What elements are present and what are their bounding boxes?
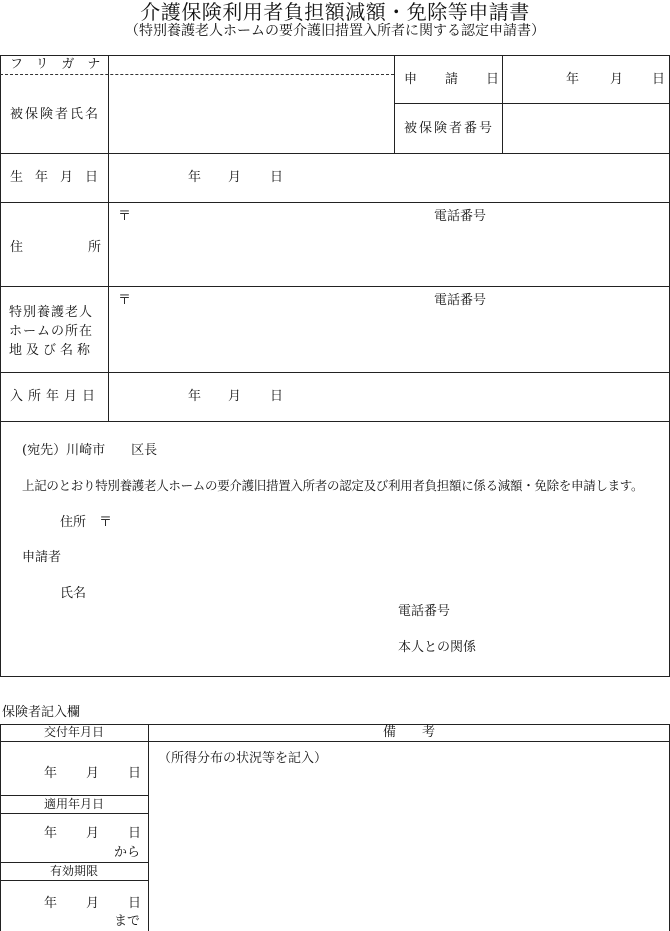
facility-label-line2: ホームの所在 <box>9 324 94 339</box>
birth-month: 月 <box>228 170 242 185</box>
apply-start-month: 月 <box>86 826 100 841</box>
divider <box>0 74 394 75</box>
apply-start-day: 日 <box>128 826 142 841</box>
divider <box>0 286 670 287</box>
birth-date-field[interactable] <box>110 155 668 200</box>
admission-date-label: 入所年月日 <box>10 389 101 404</box>
relation-input[interactable] <box>486 637 660 657</box>
form-subtitle: （特別養護老人ホームの要介護旧措置入所者に関する認定申請書） <box>125 23 545 39</box>
facility-label-line3: 地及び名称 <box>9 343 95 358</box>
issue-date-header: 交付年月日 <box>43 725 104 739</box>
issue-year: 年 <box>44 766 58 781</box>
admission-year: 年 <box>188 389 202 404</box>
divider <box>0 153 670 154</box>
facility-postal-mark: 〒 <box>118 293 132 308</box>
insured-number-input[interactable] <box>504 105 668 151</box>
divider <box>0 862 148 863</box>
insured-number-label: 被保険者番号 <box>404 121 495 136</box>
addressee: (宛先）川崎市 区長 <box>22 443 158 458</box>
admission-date-field[interactable] <box>110 374 668 419</box>
divider <box>394 103 670 104</box>
form-title: 介護保険利用者負担額減額・免除等申請書 <box>140 0 530 24</box>
issue-day: 日 <box>128 766 142 781</box>
apply-start-year: 年 <box>44 826 58 841</box>
from-label: から <box>114 845 141 860</box>
apply-date-label: 申請日 <box>404 72 528 87</box>
validity-day: 日 <box>128 896 142 911</box>
remarks-header: 備 考 <box>382 725 435 740</box>
apply-date-month: 月 <box>610 72 624 87</box>
facility-input[interactable] <box>110 288 668 370</box>
applicant-name-input[interactable] <box>100 583 380 603</box>
divider <box>0 795 148 796</box>
applicant-phone-input[interactable] <box>460 601 660 621</box>
admission-month: 月 <box>228 389 242 404</box>
applicant-phone-label: 電話番号 <box>398 604 451 619</box>
divider <box>0 813 148 814</box>
apply-date-year: 年 <box>566 72 580 87</box>
apply-date-day: 日 <box>652 72 666 87</box>
address-label-a: 住 <box>10 240 24 255</box>
phone-label: 電話番号 <box>434 209 487 224</box>
divider <box>108 55 109 421</box>
applicant-address-label: 住所 〒 <box>60 515 113 530</box>
issue-date-field[interactable] <box>2 743 146 793</box>
birth-year: 年 <box>188 170 202 185</box>
validity-field[interactable] <box>2 882 146 931</box>
applicant-address-input[interactable] <box>120 512 660 532</box>
facility-phone-label: 電話番号 <box>434 293 487 308</box>
admission-day: 日 <box>270 389 284 404</box>
applicant-name-label: 氏名 <box>60 586 87 601</box>
apply-start-field[interactable] <box>2 815 146 860</box>
divider <box>148 724 149 931</box>
divider <box>0 880 148 881</box>
divider <box>0 202 670 203</box>
until-label: まで <box>114 914 141 929</box>
divider <box>0 421 670 422</box>
furigana-label <box>10 57 114 73</box>
validity-year: 年 <box>44 896 58 911</box>
divider <box>0 372 670 373</box>
apply-start-header: 適用年月日 <box>43 797 104 811</box>
insured-name-label: 被保険者氏名 <box>10 107 101 122</box>
birth-day: 日 <box>270 170 284 185</box>
furigana-label-text: フリガナ <box>10 57 114 72</box>
birth-date-label: 生年月日 <box>10 170 111 185</box>
divider <box>0 741 670 742</box>
validity-month: 月 <box>86 896 100 911</box>
application-statement: 上記のとおり特別養護老人ホームの要介護旧措置入所者の認定及び利用者負担額に係る減額・免除を申請します。 <box>22 478 644 493</box>
furigana-input[interactable] <box>110 57 392 73</box>
address-label-b: 所 <box>88 240 102 255</box>
remarks-note: （所得分布の状況等を記入） <box>158 751 328 766</box>
relation-label: 本人との関係 <box>398 640 477 655</box>
issue-month: 月 <box>86 766 100 781</box>
apply-date-field[interactable] <box>504 57 668 101</box>
address-input[interactable] <box>110 204 668 284</box>
divider <box>394 55 395 153</box>
postal-mark: 〒 <box>118 209 132 224</box>
divider <box>502 55 503 153</box>
insured-name-input[interactable] <box>110 77 392 151</box>
insurer-section-label: 保険者記入欄 <box>2 705 81 720</box>
applicant-label: 申請者 <box>22 550 62 565</box>
facility-label-line1: 特別養護老人 <box>9 305 94 320</box>
validity-header: 有効期限 <box>49 864 98 878</box>
remarks-input[interactable] <box>150 743 668 929</box>
